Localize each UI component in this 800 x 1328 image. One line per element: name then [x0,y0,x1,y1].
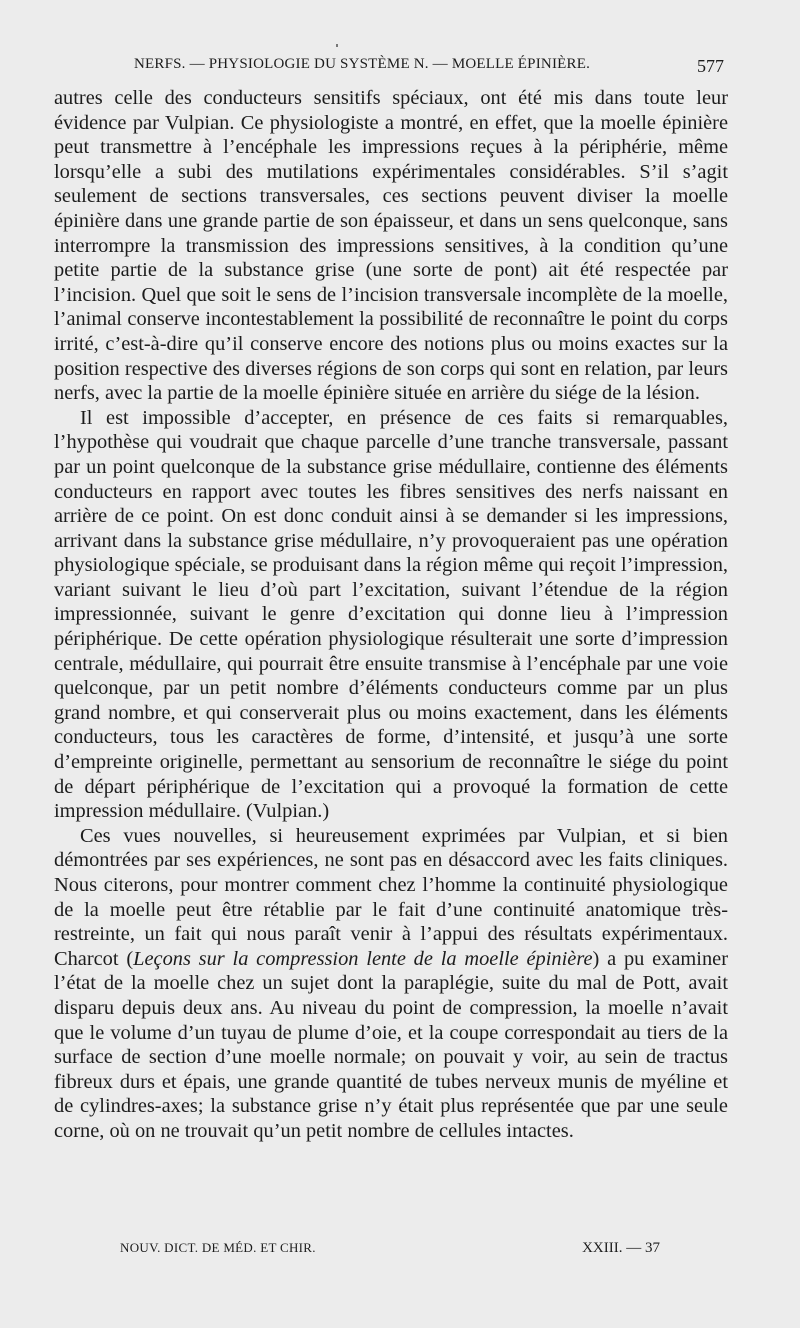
paragraph-1-text: autres celle des conducteurs sensitifs spéciaux, ont été mis dans toute leur évidence par Vulpian. Ce physiologiste a montré, en effet, que la moelle épinière peut transmettre à l’encéphale les impressions reçues à la périphérie, même lorsqu’elle a subi des mutilations expérimentales considérables. S’il s’agit seulement de sections transversales, ces sections peuvent diviser la moelle épinière dans une grande partie de son épaisseur, et dans un sens quelconque, sans interrompre la transmission des impressions sensitives, à la condition qu’une petite partie de la substance grise (une sorte de pont) ait été respectée par l’incision. Quel que soit le sens de l’incision transversale incomplète de la moelle, l’animal conserve incontestablement la possibilité de reconnaître le point du corps irrité, c’est-à-dire qu’il conserve encore des notions plus ou moins exactes sur la position respective des diverses régions de son corps qui sont en relation, par leurs nerfs, avec la partie de la moelle épinière située en arrière du siége de la lésion. [54,87,728,405]
book-title: Leçons sur la compression lente de la moelle épinière [133,947,593,970]
signature-mark: NOUV. DICT. DE MÉD. ET CHIR. [120,1240,316,1255]
paragraph-2 [54,406,728,824]
paragraph-2-text: Il est impossible d’accepter, en présence de ces faits si remarquables, l’hypothèse qui voudrait que chaque parcelle d’une tranche transversale, passant par un point quelconque de la substance grise médullaire, contienne des éléments conducteurs en rapport avec toutes les fibres sensitives des nerfs naissant en arrière de ce point. On est donc conduit ainsi à se demander si les impressions, arrivant dans la substance grise médullaire, n’y provoqueraient pas une opération physiologique spéciale, se produisant dans la région même qui reçoit l’impression, variant suivant le lieu d’où part l’excitation, suivant l’étendue de la région impressionnée, suivant le genre d’excitation qui donne lieu à l’impression périphérique. De cette opération physiologique résulterait une sorte d’impression centrale, médullaire, qui pourrait être ensuite transmise à l’encéphale par une voie quelconque, par un petit nombre d’éléments conducteurs comme par un plus grand nombre, et qui conserverait plus ou moins exactement, dans les éléments conducteurs, tous les caractères de forme, d’intensité, et jusqu’à une sorte d’empreinte originelle, permettant au sensorium de reconnaître le siége du point de départ périphérique de l’excitation qui a provoqué la formation de cette impression médullaire. (Vulpian.) [54,406,728,823]
page-footer [120,1240,660,1262]
page-header [54,56,724,82]
paragraph-3-text-a: Ces vues nouvelles, si heureusement exprimées par Vulpian, et si bien démontrées par ses expériences, ne sont pas en désaccord avec les faits cliniques. Nous citerons, pour montrer comment chez l’homme la continuité physiologique de la moelle peut être rétablie par le fait d’une continuité anatomique très-restreinte, un fait qui nous paraît venir à l’appui des résultats expérimentaux. Charcot ( [54,824,728,970]
page-number: 577 [697,56,724,76]
print-mark [336,44,338,47]
running-head: NERFS. — PHYSIOLOGIE DU SYSTÈME N. — MOELLE ÉPINIÈRE. [134,56,591,72]
paragraph-3-text-b: ) a pu examiner l’état de la moelle chez un sujet dont la paraplégie, suite du mal de Pott, avait disparu depuis deux ans. Au niveau du point de compression, la moelle n’avait que le volume d’un tuyau de plume d’oie, et la coupe correspondait au tiers de la surface de section d’une moelle normale; on pouvait y voir, au sein de tractus fibreux durs et épais, une grande quantité de tubes nerveux munis de myéline et de cylindres-axes; la substance grise n’y était plus représentée que par une seule corne, où on ne trouvait qu’un petit nombre de cellules intactes. [54,947,728,1142]
volume-mark: XXIII. — 37 [582,1240,660,1256]
body-text [54,86,728,1144]
paragraph-1 [54,86,728,406]
paragraph-3 [54,824,728,1144]
